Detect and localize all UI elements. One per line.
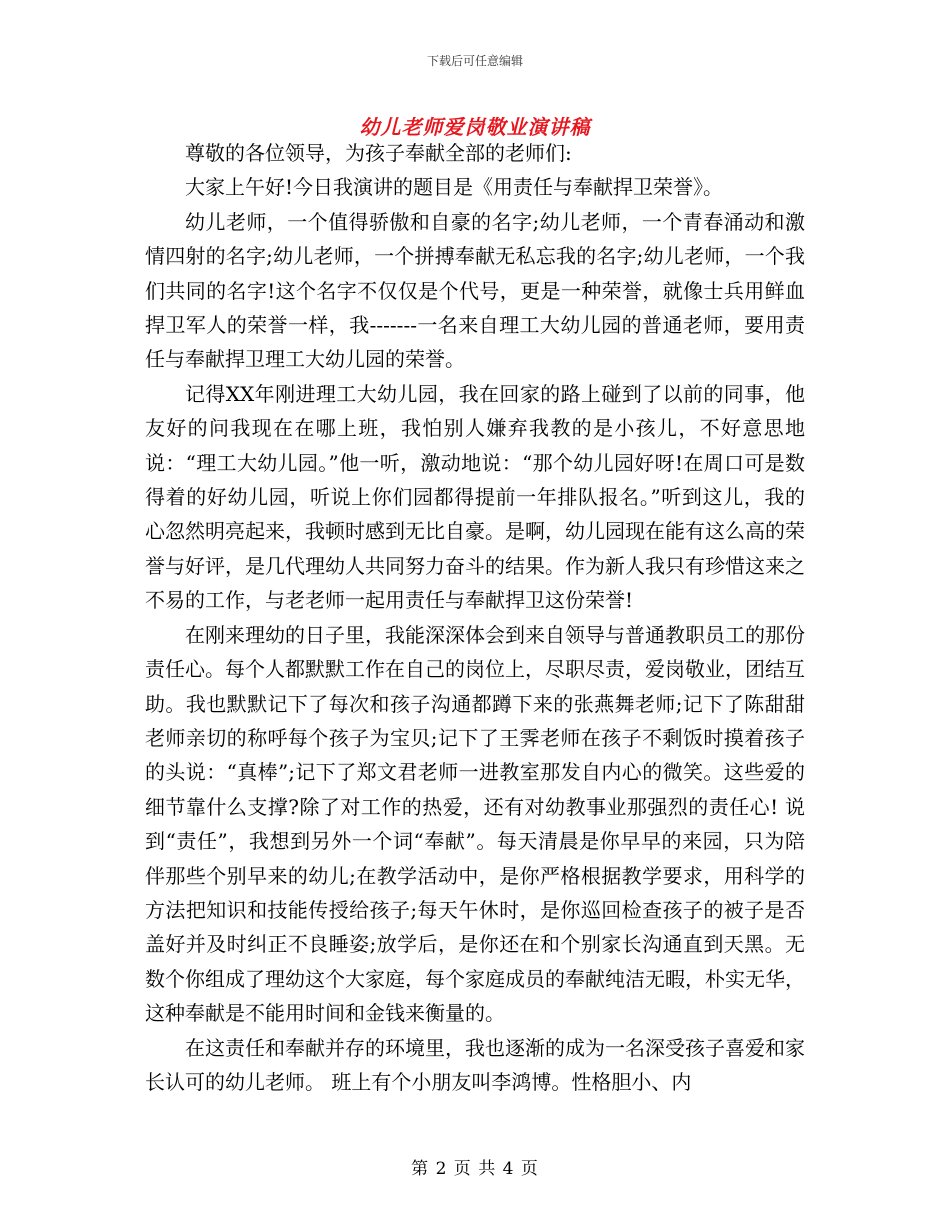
- page-number: 第 2 页 共 4 页: [411, 1159, 539, 1179]
- paragraph-environment: 在这责任和奉献并存的环境里，我也逐渐的成为一名深受孩子喜爱和家长认可的幼儿老师。 班上有个小朋友叫李鸿博。性格胆小、内: [145, 1035, 805, 1094]
- paragraph-greeting: 尊敬的各位领导，为孩子奉献全部的老师们:: [185, 141, 572, 165]
- document-body: [145, 136, 805, 1099]
- paragraph-teacher-name: 幼儿老师，一个值得骄傲和自豪的名字;幼儿老师，一个青春涌动和激情四射的名字;幼儿老师，一个拼搏奉献无私忘我的名字;幼儿老师，一个我们共同的名字!这个名字不仅仅是个代号，更是一种荣誉，就像士兵用鲜血捍卫军人的荣誉一样，我-------一名来自理工大幼儿园的普通老师，要用责任与奉献捍卫理工大幼儿园的荣誉。: [145, 209, 805, 372]
- document-title: 幼儿老师爱岗敬业演讲稿: [359, 115, 591, 139]
- paragraph-responsibility: 在刚来理幼的日子里，我能深深体会到来自领导与普通教职员工的那份责任心。每个人都默默工作在自己的岗位上，尽职尽责，爱岗敬业，团结互助。我也默默记下了每次和孩子沟通都蹲下来的张燕舞老师;记下了陈甜甜老师亲切的称呼每个孩子为宝贝;记下了王霁老师在孩子不剩饭时摸着孩子的头说：“真棒”;记下了郑文君老师一进教室那发自内心的微笑。这些爱的细节靠什么支撑?除了对工作的热爱，还有对幼教事业那强烈的责任心! 说到“责任”，我想到另外一个词“奉献”。每天清晨是你早早的来园，只为陪伴那些个别早来的幼儿;在教学活动中，是你严格根据教学要求，用科学的方法把知识和技能传授给孩子;每天午休时，是你巡回检查孩子的被子是否盖好并及时纠正不良睡姿;放学后，是你还在和个别家长沟通直到天黑。无数个你组成了理幼这个大家庭，每个家庭成员的奉献纯洁无暇，朴实无华，这种奉献是不能用时间和金钱来衡量的。: [145, 622, 805, 1026]
- header-note: 下载后可任意编辑: [426, 54, 523, 68]
- paragraph-opening: 大家上午好!今日我演讲的题目是《用责任与奉献捍卫荣誉》。: [185, 175, 724, 200]
- paragraph-memory: 记得XX年刚进理工大幼儿园，我在回家的路上碰到了以前的同事，他友好的问我现在在哪上班，我怕别人嫌弃我教的是小孩儿，不好意思地说：“理工大幼儿园。”他一听，激动地说：“那个幼儿园好呀!在周口可是数得着的好幼儿园，听说上你们园都得提前一年排队报名。”听到这儿，我的心忽然明亮起来，我顿时感到无比自豪。是啊，幼儿园现在能有这么高的荣誉与好评，是几代理幼人共同努力奋斗的结果。作为新人我只有珍惜这来之不易的工作，与老老师一起用责任与奉献捍卫这份荣誉!: [145, 381, 805, 613]
